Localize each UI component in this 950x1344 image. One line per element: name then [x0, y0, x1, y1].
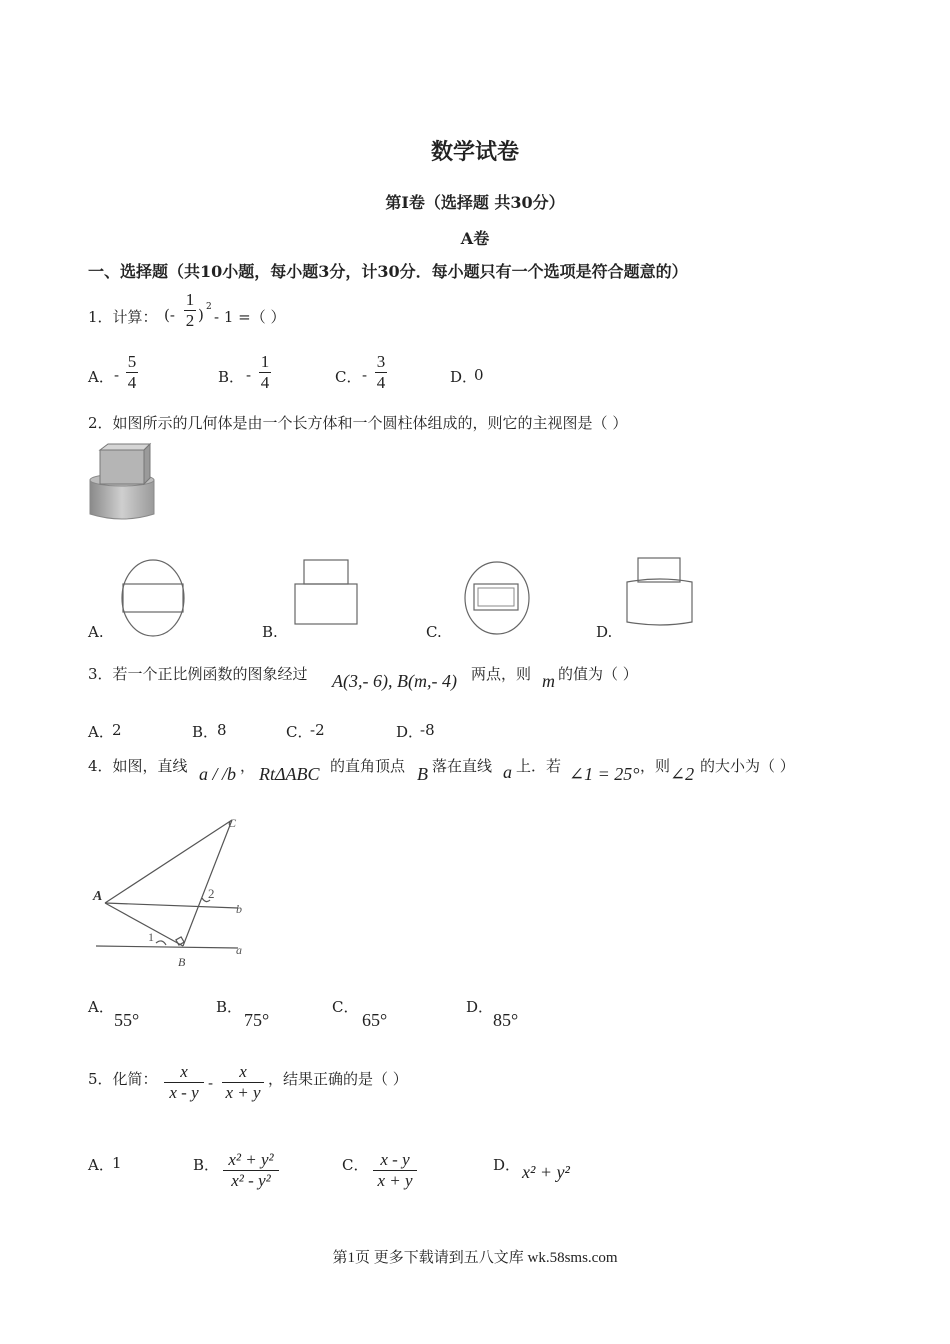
q1-option-c-label: C． [335, 368, 362, 386]
q4-line: a [503, 762, 512, 782]
q5-tail: ，结果正确的是（ ） [268, 1070, 408, 1088]
q4-option-a-label: A． [88, 998, 114, 1016]
q1-option-a-label: A． [88, 368, 114, 386]
q3-option-d-label: D． [396, 723, 424, 741]
q4-angle-1: ∠1 = 25° [569, 764, 640, 784]
q4-option-d-value: 85° [493, 1010, 519, 1030]
q5-option-a-label: A． [88, 1156, 114, 1174]
q3-points: A(3,- 6), B(m,- 4) [332, 671, 457, 691]
q1-option-a-sign: - [114, 366, 120, 384]
q3-option-b-label: B． [192, 723, 219, 741]
page-title: 数学试卷 [430, 139, 519, 165]
q4-option-b-value: 75° [244, 1010, 270, 1030]
q4-vertex: B [417, 764, 428, 784]
q1-exponent: 2 [206, 302, 212, 312]
q1-frac-num: 1 [185, 290, 195, 309]
q5-option-b-label: B． [193, 1156, 220, 1174]
section-heading: 一、选择题（共10小题，每小题3分，计30分．每小题只有一个选项是符合题意的） [88, 262, 688, 281]
q2-option-b-figure [292, 558, 362, 628]
q1-expr-open: (- [164, 306, 175, 324]
q4-option-d-label: D． [466, 998, 494, 1016]
page-footer: 第1页 更多下载请到五八文库 wk.58sms.com [332, 1250, 618, 1266]
q4-triangle: RtΔABC [259, 764, 320, 784]
figure-label-angle-2: 2 [208, 886, 215, 901]
q1-option-b-label: B． [218, 368, 245, 386]
q3-option-a-label: A． [88, 723, 114, 741]
q1-option-d-label: D． [450, 368, 478, 386]
q1-frac-den: 2 [185, 311, 195, 330]
q4-text-1: 的直角顶点 [330, 757, 406, 775]
q2-option-d-figure [624, 556, 696, 628]
volume-subtitle: 第Ⅰ卷（选择题 共30分） [385, 193, 565, 212]
q5-fraction-1: x x - y [163, 1062, 205, 1103]
q4-option-a-value: 55° [114, 1010, 140, 1030]
q4-option-b-label: B． [216, 998, 243, 1016]
q4-text-4: ，则 [640, 757, 671, 775]
section-a-label: A卷 [460, 229, 490, 248]
q2-option-a-figure [118, 558, 188, 638]
q2-option-a-label: A. [88, 623, 104, 641]
q2-option-b-label: B. [262, 623, 278, 641]
q2-option-d-label: D. [596, 623, 613, 641]
q1-option-a-fraction: 5 4 [127, 352, 137, 392]
q2-text: 2．如图所示的几何体是由一个长方体和一个圆柱体组成的，则它的主视图是（ ） [88, 414, 628, 432]
q1-option-d-value: 0 [474, 366, 484, 384]
q2-solid-figure [86, 442, 158, 524]
q1-option-b-sign: - [246, 366, 252, 384]
q1-option-b-fraction: 1 4 [260, 352, 270, 392]
q2-option-c-label: C. [426, 623, 442, 641]
figure-label-a-point: A [93, 889, 103, 904]
q3-option-c-label: C． [286, 723, 313, 741]
q3-var: m [542, 671, 555, 691]
q3-mid: 两点，则 [471, 665, 532, 683]
q4-figure [90, 808, 255, 973]
q1-option-c-fraction: 3 4 [376, 352, 386, 392]
figure-label-line-b: b [236, 902, 242, 916]
q4-parallel: a / /b [199, 764, 237, 784]
q5-option-c-fraction: x - y x + y [372, 1150, 418, 1191]
q4-text-3: 上．若 [516, 757, 562, 775]
q3-option-d-value: -8 [420, 721, 435, 739]
q2-option-c-figure [462, 560, 532, 636]
q3-option-b-value: 8 [217, 721, 227, 739]
figure-label-angle-1: 1 [148, 930, 154, 944]
q4-option-c-label: C． [332, 998, 359, 1016]
q4-text-2: 落在直线 [432, 757, 493, 775]
figure-label-c: C [228, 816, 237, 830]
q3-option-a-value: 2 [112, 721, 122, 739]
q3-tail: 的值为（ ） [558, 665, 638, 683]
q3-option-c-value: -2 [310, 721, 325, 739]
q5-fraction-2: x x + y [221, 1062, 265, 1103]
q5-minus: - [208, 1074, 214, 1092]
q5-prefix: 5．化简： [88, 1070, 158, 1088]
q4-prefix: 4．如图，直线 [88, 757, 188, 775]
q1-expr-close: ) [198, 306, 204, 324]
q5-option-a-value: 1 [112, 1154, 122, 1172]
q5-option-b-fraction: x² + y² x² - y² [222, 1150, 280, 1191]
q1-fraction [183, 290, 197, 331]
q5-option-d-value: x² + y² [522, 1162, 570, 1182]
q4-option-c-value: 65° [362, 1010, 388, 1030]
q4-sep1: ， [240, 757, 256, 775]
q1-option-c-sign: - [362, 366, 368, 384]
figure-label-line-a: a [236, 943, 242, 957]
q1-prefix: 1．计算： [88, 308, 158, 326]
q5-option-d-label: D． [493, 1156, 521, 1174]
q1-tail: - 1 =（ ） [214, 308, 286, 326]
q4-text-5: 的大小为（ ） [700, 757, 795, 775]
q4-angle-2: ∠2 [670, 764, 695, 784]
figure-label-b-point: B [178, 955, 186, 969]
q5-option-c-label: C． [342, 1156, 369, 1174]
q3-prefix: 3．若一个正比例函数的图象经过 [88, 665, 308, 683]
